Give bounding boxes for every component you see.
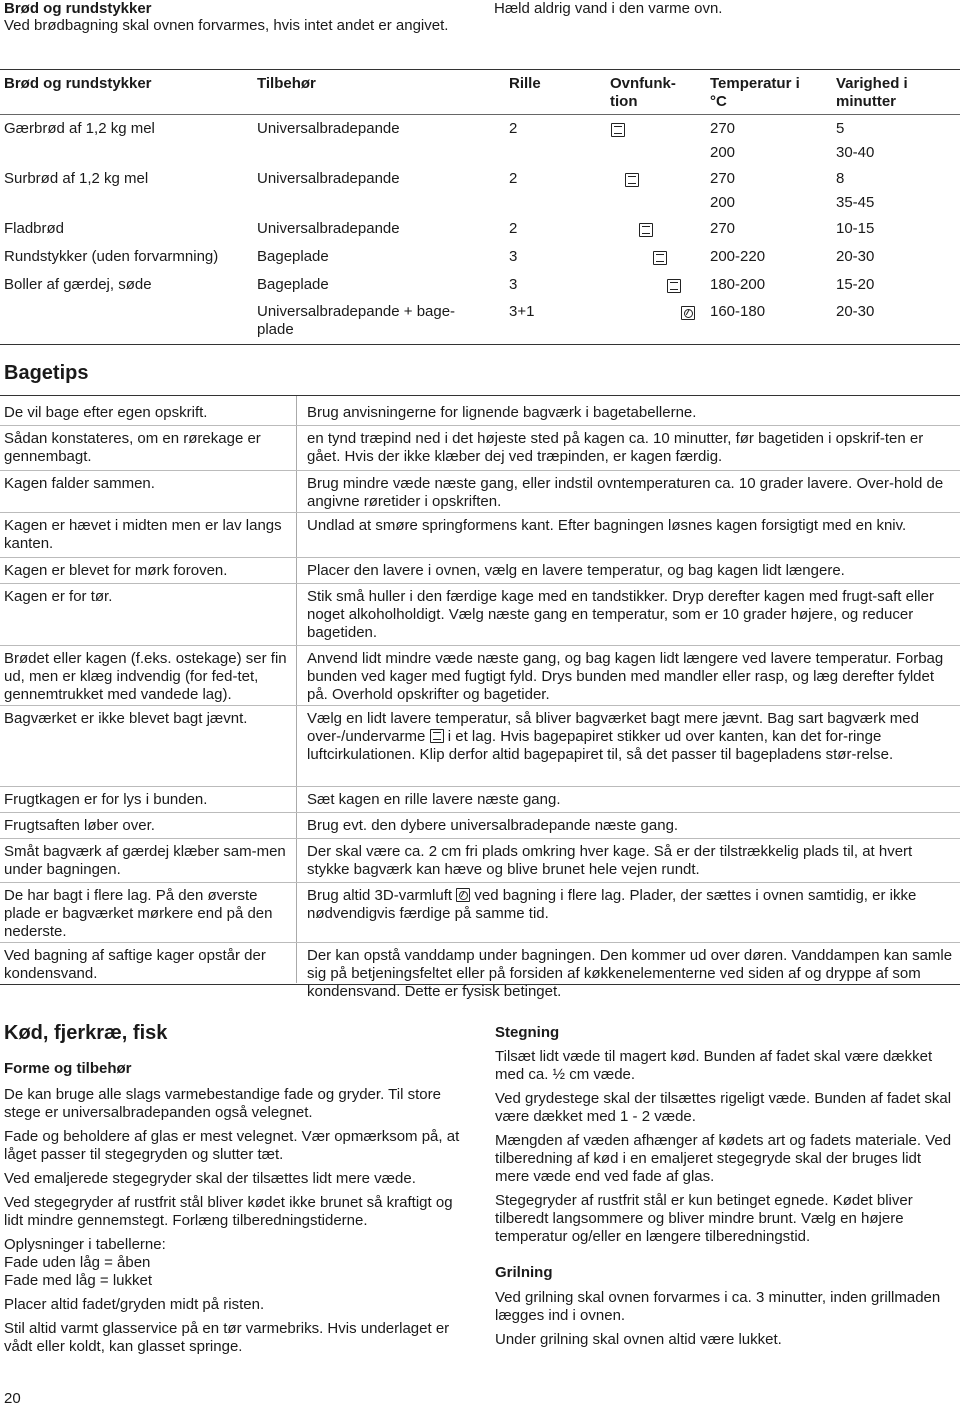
paragraph: Tilsæt lidt væde til magert kød. Bunden af fadet skal være dækket med ca. ½ cm væde. xyxy=(495,1048,933,1083)
row-accessory: Universalbradepande xyxy=(257,170,400,187)
grilning-column xyxy=(495,1289,955,1355)
table-bottom-rule xyxy=(0,344,960,345)
top-bottom-heat-icon xyxy=(625,173,639,187)
paragraph: Stil altid varmt glasservice på en tør varmebriks. Hvis underlaget er vådt eller koldt, kan glasset springe. xyxy=(4,1320,450,1355)
tip-solution: Brug evt. den dybere universalbradepande næste gang. xyxy=(307,817,679,834)
tip-solution: Placer den lavere i ovnen, vælg en lavere temperatur, og bag kagen lidt længere. xyxy=(307,562,845,579)
tip-row-rule xyxy=(0,812,960,813)
preheat-note: Ved brødbagning skal ovnen forvarmes, hvis intet andet er angivet. xyxy=(4,17,449,34)
tip-solution: Undlad at smøre springformens kant. Efter bagningen løsnes kagen forsigtigt med en kniv. xyxy=(307,517,907,534)
tip-solution: Sæt kagen en rille lavere næste gang. xyxy=(307,791,561,808)
stegning-heading: Stegning xyxy=(495,1024,560,1041)
tip-solution: Anvend lidt mindre væde næste gang, og bag kagen lidt længere ved lavere temperatur. Forbag bunden ved kager med fugtigt fyld. Drys bunden med mandler eller rasp, og læg derefter fyldet på. Overhold opskrifter og bagetider. xyxy=(307,650,944,703)
th-temperature: Temperatur i °C xyxy=(710,75,800,110)
tip-problem: De vil bage efter egen opskrift. xyxy=(4,404,208,421)
top-bottom-heat-icon xyxy=(611,123,625,137)
paragraph: Placer altid fadet/gryden midt på risten. xyxy=(4,1296,265,1313)
paragraph: Stegegryder af rustfrit stål er kun betinget egnede. Kødet bliver tilberedt langsommere og bliver mindre brunt. Vælg en højere temperatur og/eller en længere tilberedningstid. xyxy=(495,1192,913,1245)
3d-hot-air-icon xyxy=(456,888,470,902)
top-bottom-heat-icon xyxy=(653,251,667,265)
bagetips-heading: Bagetips xyxy=(4,362,89,384)
paragraph: Ved stegegryder af rustfrit stål bliver kødet ikke brunet så kraftigt og lidt mindre gennemstegt. Forlæng tilberedningstiderne. xyxy=(4,1194,453,1229)
grilning-heading: Grilning xyxy=(495,1264,553,1281)
water-warning: Hæld aldrig vand i den varme ovn. xyxy=(494,0,723,17)
tip-solution: Brug mindre væde næste gang, eller indstil ovntemperaturen ca. 10 grader lavere. Over-hold de angivne røretider i opskriften. xyxy=(307,475,944,510)
th-function: Ovnfunk-tion xyxy=(610,75,676,110)
tip-problem: Frugtsaften løber over. xyxy=(4,817,155,834)
paragraph: Fade og beholdere af glas er mest velegnet. Vær opmærksom på, at låget passer til stegegryden og slutter tæt. xyxy=(4,1128,460,1163)
row-duration-2: 35-45 xyxy=(836,194,875,211)
row-accessory: Bageplade xyxy=(257,248,329,265)
th-bread: Brød og rundstykker xyxy=(4,75,152,92)
th-shelf: Rille xyxy=(509,75,541,92)
th-accessory: Tilbehør xyxy=(257,75,316,92)
row-duration-2: 30-40 xyxy=(836,144,875,161)
row-duration: 8 xyxy=(836,170,845,187)
row-accessory: Universalbradepande xyxy=(257,220,400,237)
paragraph: Oplysninger i tabellerne: Fade uden låg = åben Fade med låg = lukket xyxy=(4,1236,166,1289)
tip-row-rule xyxy=(0,425,960,426)
top-bottom-heat-icon xyxy=(430,729,444,743)
stegning-column xyxy=(495,1048,955,1252)
th-duration: Varighed i minutter xyxy=(836,75,908,110)
tip-problem: Kagen er hævet i midten men er lav langs kanten. xyxy=(4,517,282,552)
forme-heading: Forme og tilbehør xyxy=(4,1060,132,1077)
tip-row-rule xyxy=(0,470,960,471)
row-temp: 160-180 xyxy=(710,303,766,320)
tip-solution: Brug anvisningerne for lignende bagværk i bagetabellerne. xyxy=(307,404,697,421)
tip-solution-text: Vælg en lidt lavere temperatur, så bliver bagværket bagt mere jævnt. Bag sart bagværk med over-/undervarme xyxy=(307,710,919,745)
row-shelf: 3 xyxy=(509,276,518,293)
tip-row-rule xyxy=(0,583,960,584)
row-duration: 10-15 xyxy=(836,220,875,237)
row-name: Boller af gærdej, søde xyxy=(4,276,152,293)
tip-problem: Sådan konstateres, om en rørekage er gennembagt. xyxy=(4,430,261,465)
tip-solution-text: ved bagning i flere lag. Plader, der sættes i ovnen samtidig, er ikke nødvendigvis færdige på samme tid. xyxy=(307,887,917,922)
top-bottom-heat-icon xyxy=(667,279,681,293)
row-accessory: Universalbradepande + bage-plade xyxy=(257,303,456,338)
row-name: Surbrød af 1,2 kg mel xyxy=(4,170,149,187)
tips-col-divider xyxy=(296,396,297,983)
row-name: Fladbrød xyxy=(4,220,65,237)
row-name: Gærbrød af 1,2 kg mel xyxy=(4,120,155,137)
row-shelf: 2 xyxy=(509,120,518,137)
row-duration: 20-30 xyxy=(836,248,875,265)
tip-row-rule xyxy=(0,705,960,706)
tip-problem: Kagen er blevet for mørk foroven. xyxy=(4,562,228,579)
tip-row-rule xyxy=(0,786,960,787)
paragraph: Under grilning skal ovnen altid være lukket. xyxy=(495,1331,782,1348)
3d-hot-air-icon xyxy=(681,306,695,320)
tip-solution: en tynd træpind ned i det højeste sted på kagen ca. 10 minutter, før bagetiden i opskrif-ten er gået. Hvis der ikke klæber dej ved træpinden, er kagen færdig. xyxy=(307,430,924,465)
row-duration: 15-20 xyxy=(836,276,875,293)
tip-solution xyxy=(307,710,955,764)
tip-solution: Der skal være ca. 2 cm fri plads omkring hver kage. Så er der tilstrækkelig plads til, at hvert stykke bagværk kan hæve og blive brunet hele vejen rundt. xyxy=(307,843,913,878)
row-accessory: Universalbradepande xyxy=(257,120,400,137)
paragraph: Ved grydestege skal der tilsættes rigeligt væde. Bunden af fadet skal være dækket med 1 - 2 væde. xyxy=(495,1090,952,1125)
table-top-rule xyxy=(0,69,960,70)
row-temp: 200-220 xyxy=(710,248,766,265)
row-temp: 270 xyxy=(710,120,736,137)
page-number: 20 xyxy=(4,1390,21,1407)
row-temp: 180-200 xyxy=(710,276,766,293)
row-shelf: 3 xyxy=(509,248,518,265)
table-header-rule xyxy=(0,114,960,115)
section-heading-bread: Brød og rundstykker xyxy=(4,0,152,17)
tip-problem: Kagen er for tør. xyxy=(4,588,113,605)
row-name: Rundstykker (uden forvarmning) xyxy=(4,248,219,265)
row-shelf: 2 xyxy=(509,170,518,187)
tips-bottom-rule xyxy=(0,984,960,985)
row-temp-2: 200 xyxy=(710,144,736,161)
tip-problem: Brødet eller kagen (f.eks. ostekage) ser fin ud, men er klæg indvendig (for fed-tet, gennemtrukket med vandede lag). xyxy=(4,650,287,703)
paragraph: Mængden af væden afhænger af kødets art og fadets materiale. Ved tilberedning af kød i en emaljeret stegegryde skal der bruges lidt mere væde end ved fade af glas. xyxy=(495,1132,952,1185)
tip-solution: Stik små huller i den færdige kage med en tandstikker. Dryp derefter kagen med frugt-saft eller noget alkoholholdigt. Vælg næste gang en temperatur, som er 10 grader højere, og reducer bagetiden. xyxy=(307,588,934,641)
tip-problem: Frugtkagen er for lys i bunden. xyxy=(4,791,208,808)
tip-problem: Bagværket er ikke blevet bagt jævnt. xyxy=(4,710,248,727)
row-temp: 270 xyxy=(710,170,736,187)
tip-row-rule xyxy=(0,942,960,943)
tips-top-rule xyxy=(0,395,960,396)
tip-problem: Kagen falder sammen. xyxy=(4,475,155,492)
tip-solution xyxy=(307,887,955,923)
meat-left-column xyxy=(4,1086,466,1362)
tip-solution-text: i et lag. Hvis bagepapiret stikker ud over kanten, kan det for-ringe luftcirkulationen. Klip derfor altid bagepapiret til, så det passer til bagepladens stør-relse. xyxy=(307,728,894,763)
row-shelf: 3+1 xyxy=(509,303,535,320)
tip-row-rule xyxy=(0,838,960,839)
tip-row-rule xyxy=(0,882,960,883)
paragraph: De kan bruge alle slags varmebestandige fade og gryder. Til store stege er universalbradepanden også velegnet. xyxy=(4,1086,441,1121)
row-shelf: 2 xyxy=(509,220,518,237)
meat-heading: Kød, fjerkræ, fisk xyxy=(4,1022,168,1044)
tip-row-rule xyxy=(0,557,960,558)
tip-problem: Ved bagning af saftige kager opstår der kondensvand. xyxy=(4,947,266,982)
row-duration: 5 xyxy=(836,120,845,137)
row-temp: 270 xyxy=(710,220,736,237)
row-accessory: Bageplade xyxy=(257,276,329,293)
tip-row-rule xyxy=(0,645,960,646)
paragraph: Ved grilning skal ovnen forvarmes i ca. 3 minutter, inden grillmaden lægges ind i ovnen. xyxy=(495,1289,941,1324)
tip-problem: Småt bagværk af gærdej klæber sam-men under bagningen. xyxy=(4,843,286,878)
tip-solution-text: Brug altid 3D-varmluft xyxy=(307,887,453,904)
tip-solution: Der kan opstå vanddamp under bagningen. Den kommer ud over døren. Vanddampen kan samle sig på betjeningsfeltet eller på forsiden af køkkenelementerne ved siden af og dryppe af som kondensvand. Dette er fysisk betinget. xyxy=(307,947,953,1000)
paragraph: Ved emaljerede stegegryder skal der tilsættes lidt mere væde. xyxy=(4,1170,416,1187)
top-bottom-heat-icon xyxy=(639,223,653,237)
tip-row-rule xyxy=(0,512,960,513)
tip-problem: De har bagt i flere lag. På den øverste plade er bagværket mørkere end på den nederste. xyxy=(4,887,273,940)
row-temp-2: 200 xyxy=(710,194,736,211)
row-duration: 20-30 xyxy=(836,303,875,320)
